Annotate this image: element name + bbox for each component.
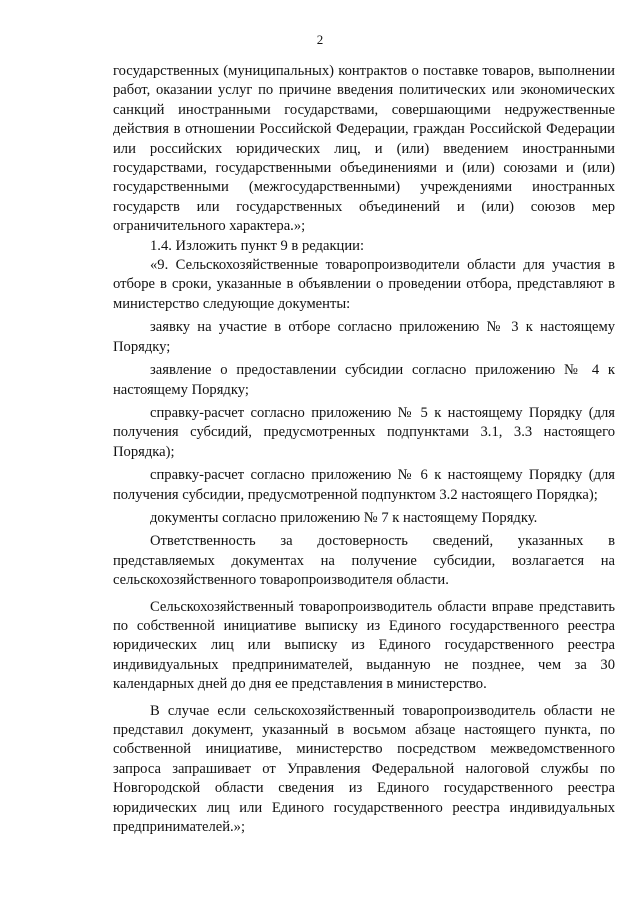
paragraph-calculation-5: справку-расчет согласно приложению № 5 к настоящему Порядку (для получения субсидий, предусмотренных подпунктами 3.1, 3.3 настоящего Порядка); (113, 404, 615, 460)
paragraph-subsidy-statement: заявление о предоставлении субсидии согласно приложению № 4 к настоящему Порядку; (113, 362, 615, 398)
paragraph-responsibility: Ответственность за достоверность сведений, указанных в представляемых документах на получение субсидии, возлагается на сельскохозяйственного товаропроизводителя области. (113, 533, 615, 589)
paragraph-sanctions-continuation: государственных (муниципальных) контрактов о поставке товаров, выполнении работ, оказании услуг по причине введения политических или экономических санкций иностранными государствами, совершающими недружественные действия в отношении Российской Федерации, граждан Российской Федерации или российских юридических лиц, и (или) введением иностранными государствами, государственными объединениями и (или) союзами и (или) государственными (межгосударственными) учреждениями иностранных государств или государственных объединений и (или) союзов мер ограничительного характера.»; (113, 63, 615, 235)
paragraph-registry-extract: Сельскохозяйственный товаропроизводитель области вправе представить по собственной инициативе выписку из Единого государственного реестра юридических лиц или выписку из Единого государственного реестра индивидуальных предпринимателей, выданную не позднее, чем за 30 календарных дней до дня ее представления в министерство. (113, 598, 615, 693)
document-body (113, 62, 615, 837)
paragraph-documents-7: документы согласно приложению № 7 к настоящему Порядку. (150, 509, 538, 526)
paragraph-calculation-6: справку-расчет согласно приложению № 6 к настоящему Порядку (для получения субсидии, предусмотренной подпунктом 3.2 настоящего Порядка); (113, 467, 615, 503)
paragraph-item-1-4: 1.4. Изложить пункт 9 в редакции: (150, 237, 365, 254)
paragraph-interagency-request: В случае если сельскохозяйственный товаропроизводитель области не представил документ, указанный в восьмом абзаце настоящего пункта, по собственной инициативе, министерство посредством межведомственного запроса запрашивает от Управления Федеральной налоговой службы по Новгородской области сведения из Единого государственного реестра юридических лиц или Единого государственного реестра индивидуальных предпринимателей.»; (113, 702, 615, 836)
paragraph-application: заявку на участие в отборе согласно приложению № 3 к настоящему Порядку; (113, 319, 615, 355)
page-number: 2 (316, 32, 324, 47)
paragraph-point-9: «9. Сельскохозяйственные товаропроизводители области для участия в отборе в сроки, указанные в объявлении о проведении отбора, представляют в министерство следующие документы: (113, 257, 615, 312)
